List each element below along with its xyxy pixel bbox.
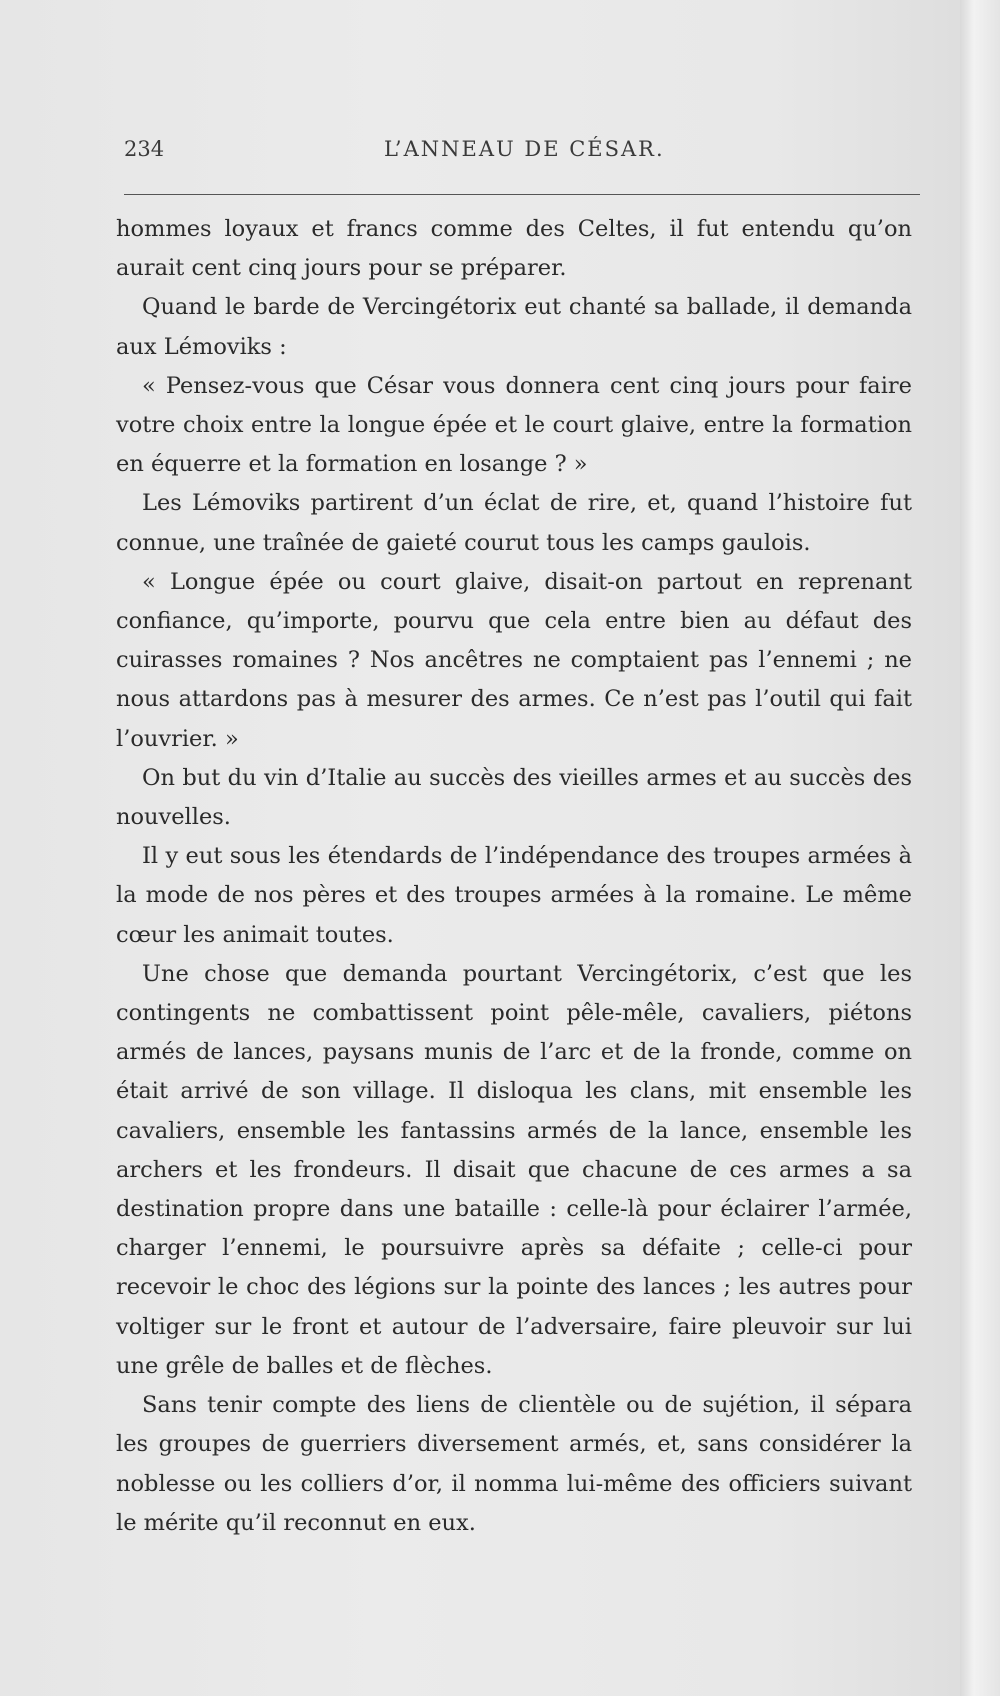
paragraph-6: On but du vin d’Italie au succès des vieilles armes et au succès des nouvelles. xyxy=(116,764,912,831)
paragraph-7: Il y eut sous les étendards de l’indépendance des troupes armées à la mode de nos pères et des troupes armées à la romaine. Le même cœur les animait toutes. xyxy=(116,843,912,948)
paragraph-3: « Pensez-vous que César vous donnera cent cinq jours pour faire votre choix entre la longue épée et le court glaive, entre la formation en équerre et la formation en losange ? » xyxy=(116,372,912,478)
paragraph-8: Une chose que demanda pourtant Vercingétorix, c’est que les contingents ne combattissent point pêle-mêle, cavaliers, piétons armés de lances, paysans munis de l’arc et de la fronde, comme on était arrivé de son village. Il disloqua les clans, mit ensemble les cavaliers, ensemble les fantassins armés de la lance, ensemble les archers et les frondeurs. Il disait que chacune de ces armes a sa destination propre dans une bataille : celle-là pour éclairer l’armée, charger l’ennemi, le poursuivre après sa défaite ; celle-ci pour recevoir le choc des légions sur la pointe des lances ; les autres pour voltiger sur le front et autour de l’adversaire, faire pleuvoir sur lui une grêle de balles et de flèches. xyxy=(116,960,912,1379)
paragraph-2: Quand le barde de Vercingétorix eut chanté sa ballade, il demanda aux Lémoviks : xyxy=(116,294,912,360)
header-rule xyxy=(124,194,920,195)
page-title: L’ANNEAU DE CÉSAR. xyxy=(384,137,665,161)
paragraph-5: « Longue épée ou court glaive, disait-on partout en reprenant confiance, qu’importe, pourvu que cela entre bien au défaut des cuirasses romaines ? Nos ancêtres ne comptaient pas l’ennemi ; ne nous attardons pas à mesurer des armes. Ce n’est pas l’outil qui fait l’ouvrier. » xyxy=(116,568,912,752)
paragraph-1: hommes loyaux et francs comme des Celtes, il fut entendu qu’on aurait cent cinq jours pour se préparer. xyxy=(116,216,912,282)
page-number: 234 xyxy=(124,137,165,161)
page-edge xyxy=(960,0,1000,1696)
body-text xyxy=(116,210,912,1543)
paragraph-4: Les Lémoviks partirent d’un éclat de rire, et, quand l’histoire fut connue, une traînée de gaieté courut tous les camps gaulois. xyxy=(116,490,912,556)
running-head xyxy=(124,137,918,167)
paragraph-9: Sans tenir compte des liens de clientèle ou de sujétion, il sépara les groupes de guerriers diversement armés, et, sans considérer la noblesse ou les colliers d’or, il nomma lui-même des officiers suivant le mérite qu’il reconnut en eux. xyxy=(116,1392,912,1536)
